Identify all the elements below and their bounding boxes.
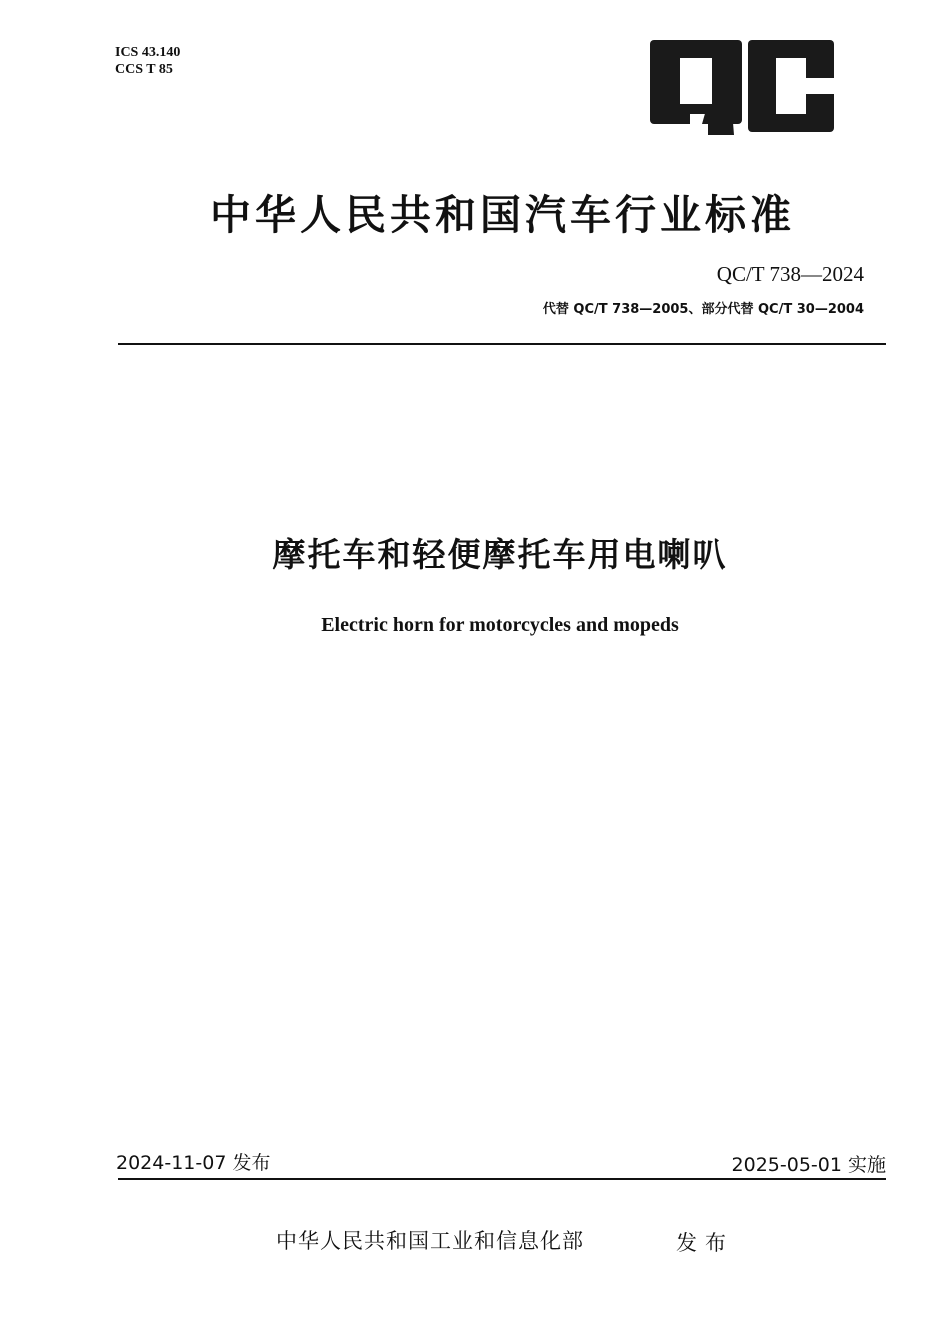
ics-code: ICS 43.140	[115, 45, 181, 60]
issuing-authority: 中华人民共和国工业和信息化部	[276, 1229, 584, 1253]
issued-label: 发布	[676, 1231, 734, 1255]
classification-codes	[115, 44, 180, 78]
standard-number: QC/T 738—2024	[716, 262, 864, 286]
logo-q-counter	[680, 58, 712, 104]
document-title-zh: 摩托车和轻便摩托车用电喇叭	[272, 535, 728, 574]
implementation-date: 2025-05-01 实施	[731, 1154, 886, 1176]
logo-q-tail	[702, 110, 734, 135]
qc-logo	[650, 40, 834, 135]
issue-date: 2024-11-07 发布	[116, 1152, 271, 1174]
replaces-note: 代替 QC/T 738—2005、部分代替 QC/T 30—2004	[542, 302, 864, 317]
logo-c-mouth	[790, 78, 834, 94]
ccs-code: CCS T 85	[115, 62, 173, 77]
document-title-en: Electric horn for motorcycles and mopeds	[321, 614, 679, 636]
bottom-divider	[118, 1178, 886, 1180]
top-divider	[118, 343, 886, 345]
industry-standard-title: 中华人民共和国汽车行业标准	[210, 191, 795, 239]
